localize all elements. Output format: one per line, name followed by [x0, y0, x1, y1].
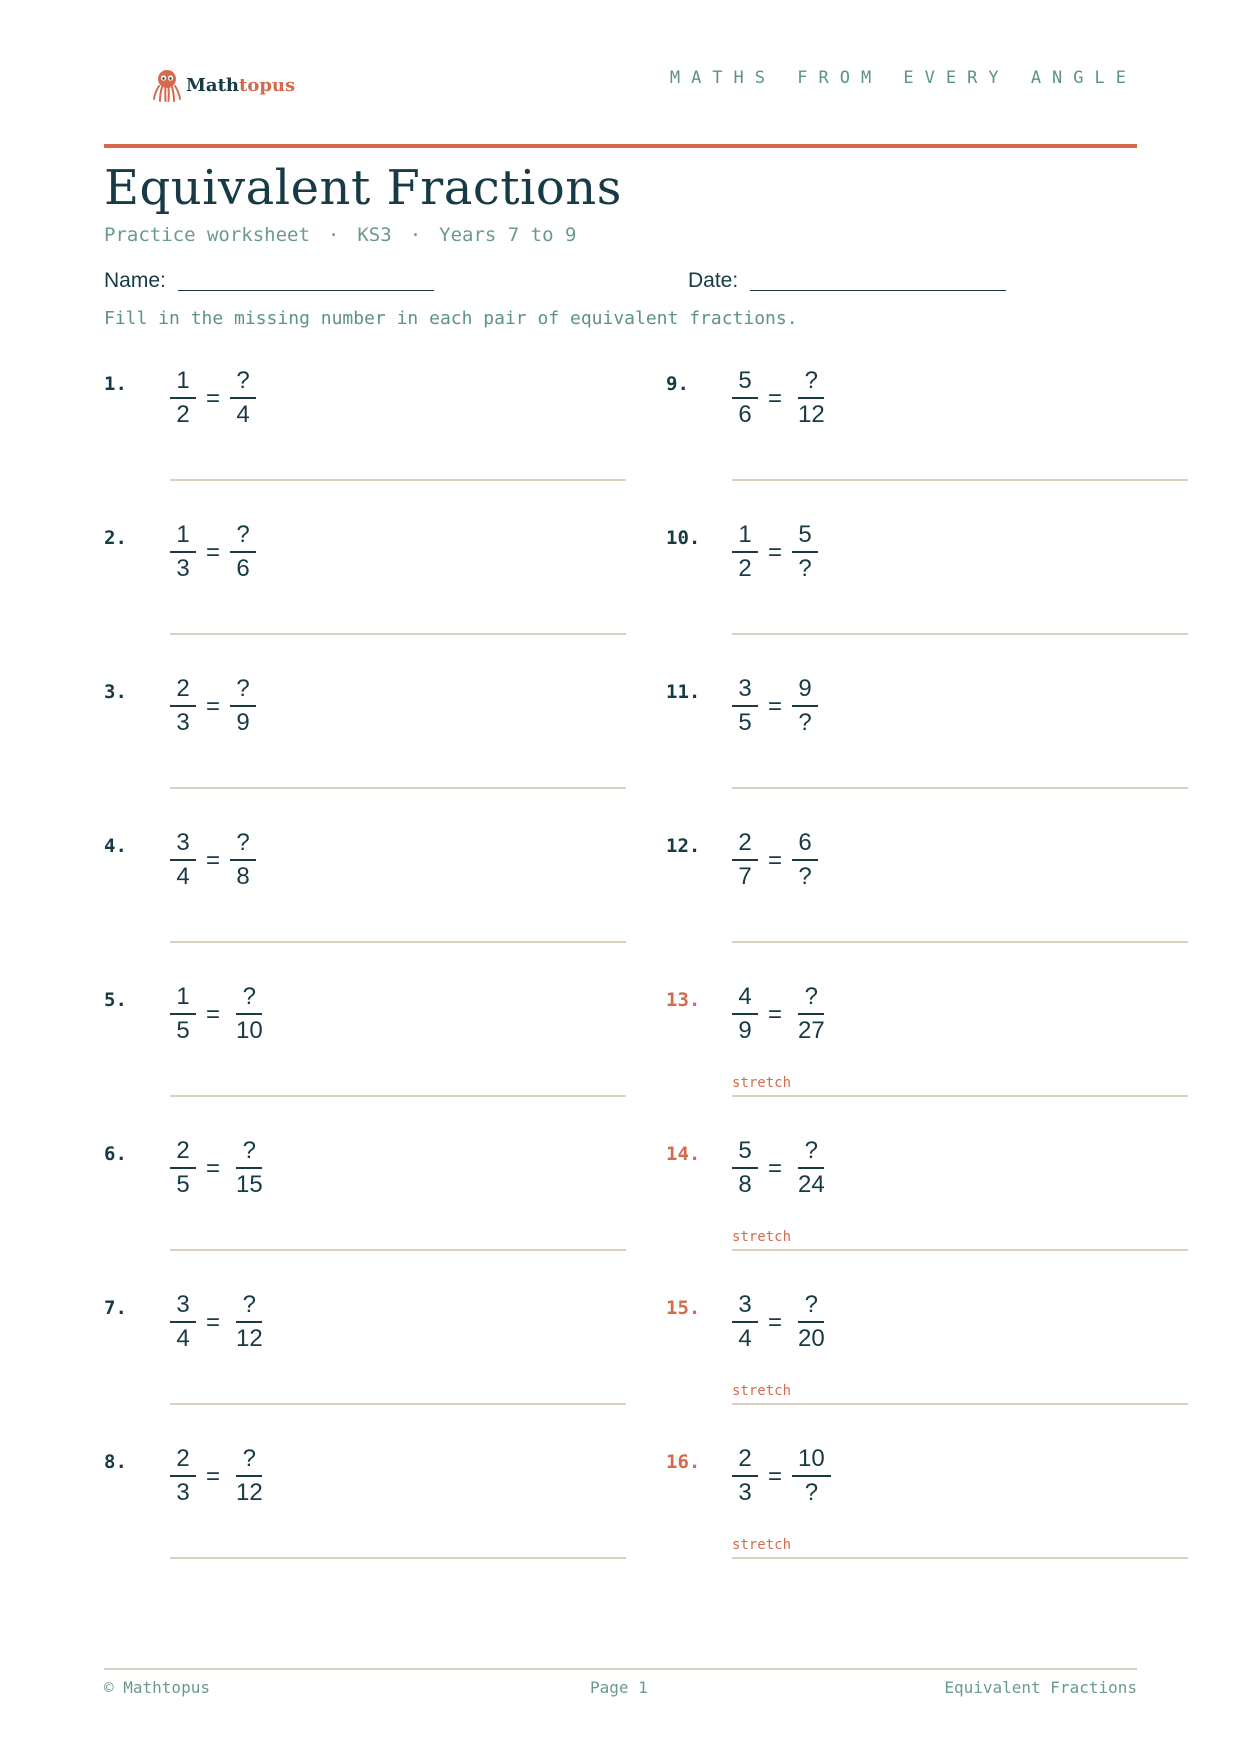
question-number: 5. — [104, 989, 127, 1011]
denominator: ? — [798, 555, 812, 582]
denominator: 15 — [236, 1171, 263, 1198]
numerator: 2 — [170, 1445, 196, 1477]
equals-sign: = — [206, 1001, 221, 1028]
denominator: 9 — [738, 1017, 752, 1044]
fraction-equation — [170, 983, 269, 1045]
target-fraction — [230, 1445, 269, 1507]
question-item — [666, 1445, 1226, 1605]
equals-sign: = — [768, 1309, 783, 1336]
answer-line[interactable] — [170, 1095, 626, 1097]
equals-sign: = — [206, 1463, 221, 1490]
question-number: 10. — [666, 527, 701, 549]
denominator: 20 — [798, 1325, 825, 1352]
denominator: 12 — [236, 1325, 263, 1352]
footer-divider — [104, 1668, 1137, 1670]
equals-sign: = — [206, 539, 221, 566]
numerator: 1 — [170, 367, 196, 399]
equals-sign: = — [768, 1155, 783, 1182]
answer-line[interactable] — [170, 479, 626, 481]
question-number: 1. — [104, 373, 127, 395]
numerator: 2 — [170, 1137, 196, 1169]
brand-name — [186, 75, 295, 96]
denominator: 12 — [236, 1479, 263, 1506]
target-fraction — [792, 983, 831, 1045]
numerator: 10 — [792, 1445, 831, 1477]
question-number: 6. — [104, 1143, 127, 1165]
question-item — [104, 1137, 664, 1297]
fraction-equation — [170, 1291, 269, 1353]
numerator: ? — [236, 1445, 262, 1477]
answer-line[interactable] — [732, 633, 1188, 635]
fraction-equation — [732, 1137, 831, 1199]
given-fraction — [732, 1137, 758, 1199]
question-number: 3. — [104, 681, 127, 703]
equals-sign: = — [768, 1001, 783, 1028]
numerator: ? — [230, 521, 256, 553]
answer-line[interactable] — [170, 1249, 626, 1251]
given-fraction — [732, 675, 758, 737]
numerator: 3 — [170, 829, 196, 861]
question-item — [666, 1291, 1226, 1451]
denominator: 3 — [176, 1479, 190, 1506]
given-fraction — [732, 521, 758, 583]
denominator: ? — [798, 709, 812, 736]
equals-sign: = — [768, 693, 783, 720]
target-fraction — [792, 675, 818, 737]
target-fraction — [792, 1137, 831, 1199]
fraction-equation — [170, 521, 256, 583]
numerator: ? — [230, 367, 256, 399]
target-fraction — [792, 367, 831, 429]
logo — [152, 68, 295, 102]
denominator: 9 — [236, 709, 250, 736]
given-fraction — [170, 829, 196, 891]
numerator: ? — [798, 1137, 824, 1169]
given-fraction — [732, 1291, 758, 1353]
answer-line[interactable] — [732, 1095, 1188, 1097]
question-item — [104, 1445, 664, 1605]
numerator: ? — [230, 675, 256, 707]
target-fraction — [792, 1445, 831, 1507]
question-item — [104, 829, 664, 989]
date-field — [688, 268, 1006, 293]
answer-line[interactable] — [732, 1557, 1188, 1559]
denominator: ? — [798, 863, 812, 890]
subtitle-stage: KS3 — [357, 224, 392, 246]
denominator: 10 — [236, 1017, 263, 1044]
denominator: 4 — [236, 401, 250, 428]
question-number: 14. — [666, 1143, 701, 1165]
equals-sign: = — [206, 847, 221, 874]
numerator: 3 — [732, 675, 758, 707]
target-fraction — [792, 1291, 831, 1353]
question-number: 9. — [666, 373, 689, 395]
question-number: 12. — [666, 835, 701, 857]
numerator: ? — [798, 1291, 824, 1323]
target-fraction — [230, 675, 256, 737]
numerator: 2 — [732, 1445, 758, 1477]
question-item — [666, 521, 1226, 681]
fraction-equation — [732, 675, 818, 737]
target-fraction — [230, 1137, 269, 1199]
brand-main: Math — [186, 74, 239, 96]
instructions: Fill in the missing number in each pair of equivalent fractions. — [104, 308, 798, 329]
name-field — [104, 268, 434, 293]
given-fraction — [732, 983, 758, 1045]
subtitle-years: Years 7 to 9 — [439, 224, 577, 246]
footer-copyright: © Mathtopus — [104, 1678, 210, 1697]
numerator: ? — [230, 829, 256, 861]
numerator: 3 — [170, 1291, 196, 1323]
equals-sign: = — [768, 847, 783, 874]
numerator: 2 — [170, 675, 196, 707]
denominator: 5 — [176, 1171, 190, 1198]
given-fraction — [732, 367, 758, 429]
subtitle-separator: · — [409, 224, 422, 246]
subtitle — [104, 224, 576, 246]
question-number: 15. — [666, 1297, 701, 1319]
numerator: 3 — [732, 1291, 758, 1323]
answer-line[interactable] — [170, 1403, 626, 1405]
answer-line[interactable] — [732, 941, 1188, 943]
given-fraction — [170, 367, 196, 429]
name-line[interactable] — [178, 268, 434, 291]
fraction-equation — [732, 983, 831, 1045]
header-divider — [104, 144, 1137, 148]
denominator: 8 — [236, 863, 250, 890]
numerator: ? — [236, 983, 262, 1015]
target-fraction — [230, 521, 256, 583]
answer-line[interactable] — [732, 1249, 1188, 1251]
question-item — [666, 829, 1226, 989]
page-title: Equivalent Fractions — [104, 160, 622, 216]
question-item — [104, 367, 664, 527]
numerator: 1 — [732, 521, 758, 553]
denominator: 2 — [176, 401, 190, 428]
question-number: 8. — [104, 1451, 127, 1473]
equals-sign: = — [206, 1309, 221, 1336]
denominator: 7 — [738, 863, 752, 890]
target-fraction — [230, 829, 256, 891]
fraction-equation — [732, 1445, 831, 1507]
subtitle-worksheet: Practice worksheet — [104, 224, 310, 246]
equals-sign: = — [206, 385, 221, 412]
numerator: 5 — [732, 367, 758, 399]
given-fraction — [732, 829, 758, 891]
denominator: 6 — [236, 555, 250, 582]
question-number: 2. — [104, 527, 127, 549]
given-fraction — [732, 1445, 758, 1507]
numerator: ? — [236, 1137, 262, 1169]
denominator: 24 — [798, 1171, 825, 1198]
numerator: 4 — [732, 983, 758, 1015]
numerator: 2 — [732, 829, 758, 861]
fraction-equation — [170, 1137, 269, 1199]
answer-line[interactable] — [732, 787, 1188, 789]
denominator: 4 — [176, 1325, 190, 1352]
fraction-equation — [732, 367, 831, 429]
target-fraction — [230, 1291, 269, 1353]
numerator: ? — [798, 367, 824, 399]
fraction-equation — [170, 367, 256, 429]
denominator: 8 — [738, 1171, 752, 1198]
question-item — [666, 367, 1226, 527]
question-item — [666, 675, 1226, 835]
octopus-icon — [152, 68, 182, 102]
question-item — [104, 983, 664, 1143]
equals-sign: = — [206, 1155, 221, 1182]
tagline: MATHS FROM EVERY ANGLE — [669, 68, 1137, 88]
given-fraction — [170, 1137, 196, 1199]
denominator: 12 — [798, 401, 825, 428]
numerator: 9 — [792, 675, 818, 707]
question-number: 16. — [666, 1451, 701, 1473]
answer-line[interactable] — [170, 1557, 626, 1559]
numerator: 1 — [170, 521, 196, 553]
stretch-label: stretch — [732, 1383, 792, 1399]
date-label: Date: — [688, 269, 739, 292]
denominator: 5 — [738, 709, 752, 736]
brand-accent: topus — [239, 74, 296, 96]
footer-page-number: Page 1 — [590, 1678, 648, 1697]
given-fraction — [170, 1445, 196, 1507]
numerator: 5 — [792, 521, 818, 553]
question-number: 11. — [666, 681, 701, 703]
equals-sign: = — [206, 693, 221, 720]
target-fraction — [230, 983, 269, 1045]
question-item — [104, 521, 664, 681]
given-fraction — [170, 983, 196, 1045]
name-label: Name: — [104, 269, 166, 292]
question-item — [104, 675, 664, 835]
given-fraction — [170, 521, 196, 583]
given-fraction — [170, 1291, 196, 1353]
question-item — [104, 1291, 664, 1451]
stretch-label: stretch — [732, 1537, 792, 1553]
stretch-label: stretch — [732, 1229, 792, 1245]
denominator: 2 — [738, 555, 752, 582]
equals-sign: = — [768, 539, 783, 566]
numerator: ? — [236, 1291, 262, 1323]
numerator: 6 — [792, 829, 818, 861]
denominator: 3 — [738, 1479, 752, 1506]
question-number: 13. — [666, 989, 701, 1011]
target-fraction — [230, 367, 256, 429]
question-number: 7. — [104, 1297, 127, 1319]
fraction-equation — [170, 1445, 269, 1507]
answer-line[interactable] — [170, 941, 626, 943]
question-item — [666, 1137, 1226, 1297]
denominator: 4 — [176, 863, 190, 890]
question-number: 4. — [104, 835, 127, 857]
footer-title: Equivalent Fractions — [944, 1678, 1137, 1697]
fraction-equation — [170, 675, 256, 737]
answer-line[interactable] — [170, 633, 626, 635]
equals-sign: = — [768, 385, 783, 412]
stretch-label: stretch — [732, 1075, 792, 1091]
answer-line[interactable] — [732, 479, 1188, 481]
target-fraction — [792, 521, 818, 583]
date-line[interactable] — [750, 268, 1006, 291]
denominator: 3 — [176, 709, 190, 736]
denominator: 3 — [176, 555, 190, 582]
question-item — [666, 983, 1226, 1143]
subtitle-separator: · — [327, 224, 340, 246]
fraction-equation — [732, 1291, 831, 1353]
given-fraction — [170, 675, 196, 737]
answer-line[interactable] — [732, 1403, 1188, 1405]
equals-sign: = — [768, 1463, 783, 1490]
target-fraction — [792, 829, 818, 891]
denominator: ? — [804, 1479, 819, 1506]
numerator: 5 — [732, 1137, 758, 1169]
denominator: 4 — [738, 1325, 752, 1352]
answer-line[interactable] — [170, 787, 626, 789]
fraction-equation — [170, 829, 256, 891]
numerator: ? — [798, 983, 824, 1015]
denominator: 6 — [738, 401, 752, 428]
fraction-equation — [732, 829, 818, 891]
numerator: 1 — [170, 983, 196, 1015]
denominator: 5 — [176, 1017, 190, 1044]
denominator: 27 — [798, 1017, 825, 1044]
fraction-equation — [732, 521, 818, 583]
